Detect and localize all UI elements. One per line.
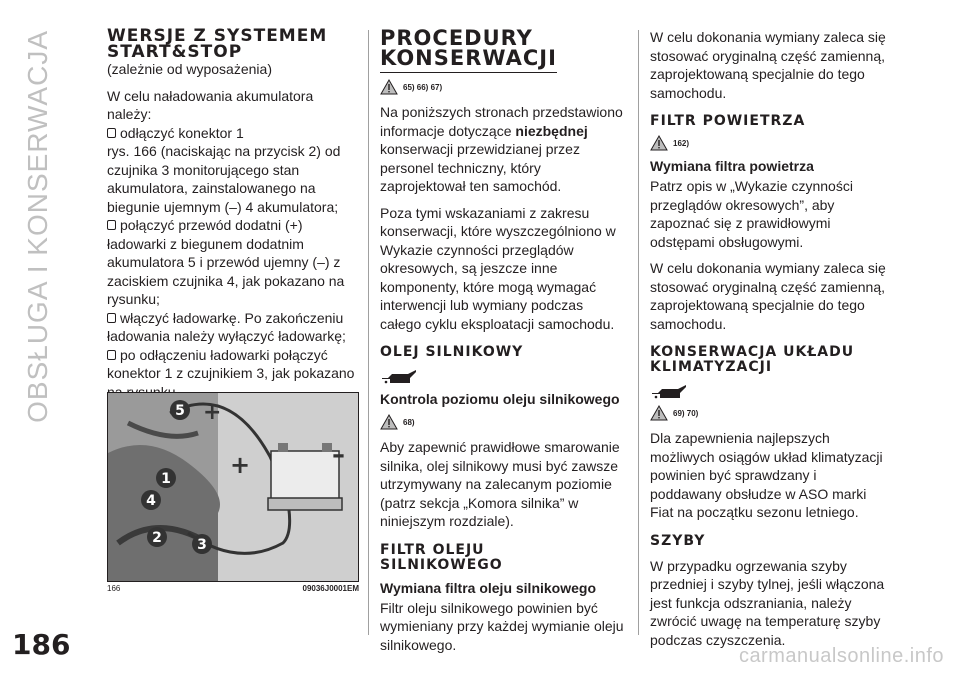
bullet-item: odłączyć konektor 1 — [107, 124, 359, 143]
heading-procedures: PROCEDURY KONSERWACJI — [380, 28, 557, 73]
figure-caption — [107, 584, 359, 593]
warning-reference: 162) — [673, 138, 690, 148]
warning-reference-row — [380, 414, 628, 430]
warning-triangle-icon — [650, 405, 668, 421]
bullet-continuation: ładowarki z biegunem dodatnim akumulatora 5 i przewód ujemny (–) z zaciskiem czujnika 4, jak pokazano na rysunku; — [107, 235, 345, 307]
bullet-box-icon — [107, 313, 116, 323]
battery-illustration — [108, 393, 359, 582]
air-filter-text: Patrz opis w „Wykazie czynności przeglądów okresowych”, aby zapoznać się z prawidłowymi odstępami obsługowymi. — [650, 178, 853, 250]
procedures-text-1: Na poniższych stronach przedstawiono informacje dotyczące niezbędnej konserwacji przewidzianej przez personel techniczny, który zaprojektował ten samochód. — [380, 104, 623, 194]
warning-reference-row — [380, 79, 628, 95]
warning-reference: 69) 70) — [673, 408, 699, 418]
svg-text:5: 5 — [175, 403, 185, 419]
heading-oil-filter: FILTR OLEJU SILNIKOWEGO — [380, 541, 503, 573]
svg-text:3: 3 — [197, 537, 207, 553]
heading-ac-maintenance: KONSERWACJA UKŁADU KLIMATYZACJI — [650, 344, 855, 375]
bullet-item: włączyć ładowarkę. Po zakończeniu — [107, 309, 359, 328]
side-chapter-title-text: OBSŁUGA I KONSERWACJA — [22, 30, 53, 423]
watermark: carmanualsonline.info — [738, 645, 944, 667]
subtitle-equipment: (zależnie od wyposażenia) — [107, 61, 272, 77]
side-chapter-title — [8, 30, 68, 423]
heading-windows: SZYBY — [650, 532, 706, 549]
bullet-box-icon — [107, 220, 116, 230]
column-start-stop — [107, 28, 359, 401]
windows-text: W przypadku ogrzewania szyby przedniej i szyby tylnej, jeśli włączona jest funkcja odszraniania, należy zwrócić uwagę na temperaturę szyby podczas czyszczenia. — [650, 557, 885, 648]
warning-triangle-icon — [380, 79, 398, 95]
plus-symbol-charger: + — [230, 451, 251, 479]
page-number: 186 — [12, 628, 71, 661]
svg-text:4: 4 — [146, 493, 156, 509]
bullet-box-icon — [107, 128, 116, 138]
intro-text: W celu naładowania akumulatora należy: — [107, 87, 314, 122]
bullet-continuation: rys. 166 (naciskając na przycisk 2) od czujnika 3 monitorującego stan akumulatora, zainstalowanego na biegunie ujemnym (–) 4 akumulatora; — [107, 143, 341, 215]
warning-triangle-icon — [650, 135, 668, 151]
replacement-text: W celu dokonania wymiany zaleca się stosować oryginalną część zamienną, zaprojektowaną specjalnie do tego samochodu. — [650, 29, 886, 101]
oil-filter-title: Wymiana filtra oleju silnikowego — [380, 579, 597, 596]
column-maintenance-procedures — [380, 28, 628, 654]
warning-reference: 68) — [403, 417, 415, 427]
oil-can-icon — [380, 366, 628, 384]
figure-number: 166 — [107, 584, 121, 593]
column-filters-ac — [650, 28, 890, 649]
procedures-text-2: Poza tymi wskazaniami z zakresu konserwacji, które wyszczególniono w Wykazie czynności przeglądów okresowych, są jeszcze inne komponenty, które mogą wymagać interwencji lub wymiany podczas całego cyklu eksploatacji samochodu. — [380, 204, 616, 332]
svg-text:2: 2 — [152, 530, 162, 546]
heading-start-stop-line2: START&STOP — [107, 42, 243, 62]
warning-reference-row — [650, 405, 890, 421]
figure-code: 09036J0001EM — [302, 584, 359, 593]
heading-air-filter: FILTR POWIETRZA — [650, 113, 806, 129]
bullet-item: połączyć przewód dodatni (+) — [107, 216, 359, 235]
heading-start-stop-line1: WERSJE Z SYSTEMEM — [107, 26, 328, 46]
air-filter-text-2: W celu dokonania wymiany zaleca się stosować oryginalną część zamienną, zaprojektowaną specjalnie do tego samochodu. — [650, 260, 886, 332]
plus-symbol-top: + — [203, 400, 222, 425]
oil-check-title: Kontrola poziomu oleju silnikowego — [380, 391, 620, 407]
column-divider — [638, 30, 639, 635]
bullet-item: po odłączeniu ładowarki połączyć — [107, 346, 359, 365]
air-filter-title: Wymiana filtra powietrza — [650, 158, 814, 174]
svg-text:1: 1 — [161, 471, 171, 487]
battery-figure — [107, 392, 359, 582]
oil-filter-text: Filtr oleju silnikowego powinien być wymieniany przy każdej wymianie oleju silnikowego. — [380, 599, 624, 653]
oil-can-icon — [650, 381, 890, 399]
oil-check-text: Aby zapewnić prawidłowe smarowanie silnika, olej silnikowy musi być zawsze utrzymywany na zalecanym poziomie (patrz sekcja „Komora silnika” w niniejszym rozdziale). — [380, 439, 620, 529]
minus-symbol-charger: – — [332, 440, 345, 470]
bullet-continuation: konektor 1 z czujnikiem 3, jak pokazano — [107, 365, 355, 381]
ac-text: Dla zapewnienia najlepszych możliwych osiągów układ klimatyzacji powinien być sprawdzany i poddawany obsłudze w ASO marki Fiat na początku sezonu letniego. — [650, 430, 883, 520]
warning-triangle-icon — [380, 414, 398, 430]
bullet-continuation: ładowania należy wyłączyć ładowarkę; — [107, 328, 346, 344]
heading-engine-oil: OLEJ SILNIKOWY — [380, 344, 524, 360]
warning-reference-row — [650, 135, 890, 151]
warning-reference: 65) 66) 67) — [403, 82, 443, 92]
bullet-box-icon — [107, 350, 116, 360]
column-divider — [368, 30, 369, 635]
